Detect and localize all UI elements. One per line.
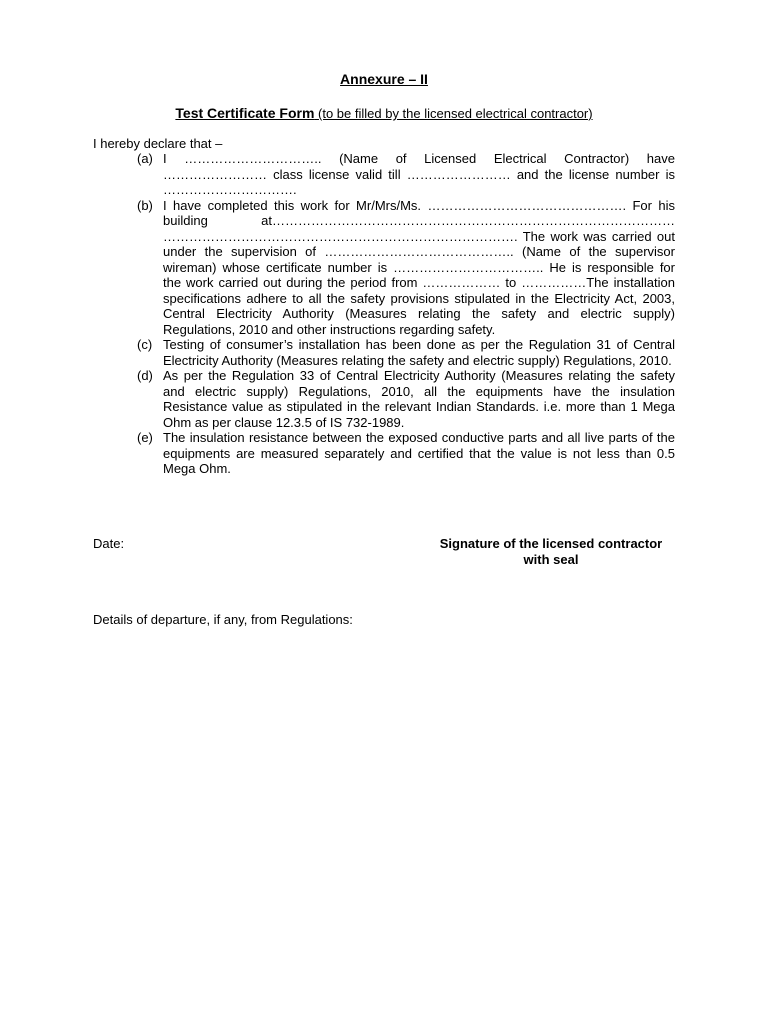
item-text: As per the Regulation 33 of Central Electricity Authority (Measures relating the safety and electric supply) Regulations, 2010, all the equipments have the insulation Resistance value as stipulated in the relevant Indian Standards. i.e. more than 1 Mega Ohm as per clause 12.3.5 of IS 732-1989. [163,368,675,430]
form-title [0,105,768,121]
item-marker: (e) [137,430,153,445]
declaration-intro: I hereby declare that – [93,136,223,151]
item-text: I ………………………….. (Name of Licensed Electrical Contractor) have …………………… class license valid till …………………… and the license number is …………………………. [163,151,675,197]
item-marker: (c) [137,337,153,352]
item-marker: (d) [137,368,153,383]
declaration-item-c [137,337,675,368]
date-label: Date: [93,536,125,551]
departure-label: Details of departure, if any, from Regulations: [93,612,353,627]
item-text: The insulation resistance between the exposed conductive parts and all live parts of the equipments are measured separately and certified that the value is not less than 0.5 Mega Ohm. [163,430,675,476]
signature-block [420,536,682,568]
declaration-item-d [137,368,675,430]
declaration-list [137,151,675,477]
form-title-note: (to be filled by the licensed electrical contractor) [318,106,593,121]
item-marker: (a) [137,151,153,166]
signature-line-2: with seal [523,552,579,567]
declaration-item-a [137,151,675,198]
signature-line-1: Signature of the licensed contractor [439,536,663,551]
item-marker: (b) [137,197,153,213]
item-text: Testing of consumer’s installation has been done as per the Regulation 31 of Central Electricity Authority (Measures relating the safety and electric supply) Regulations, 2010. [163,337,675,368]
declaration-item-e [137,430,675,477]
annexure-title: Annexure – II [340,71,428,87]
declaration-item-b [137,198,675,338]
form-title-bold: Test Certificate Form [175,105,315,121]
item-text: I have completed this work for Mr/Mrs/Ms. ………………………………………. For his building at………………………………………………………………………………… ………………………………………………………………………. The work was carried out under the supervision of …………………………………….. (Name of the supervisor wireman) whose certificate number is …………………………….. He is responsible for the work carried out during the period from ……………… to ……………The installation specifications adhere to all the safety provisions stipulated in the Electricity Act, 2003, Central Electricity Authority (Measures relating the safety and electric supply) Regulations, 2010 and other instructions regarding safety. [163,197,675,337]
